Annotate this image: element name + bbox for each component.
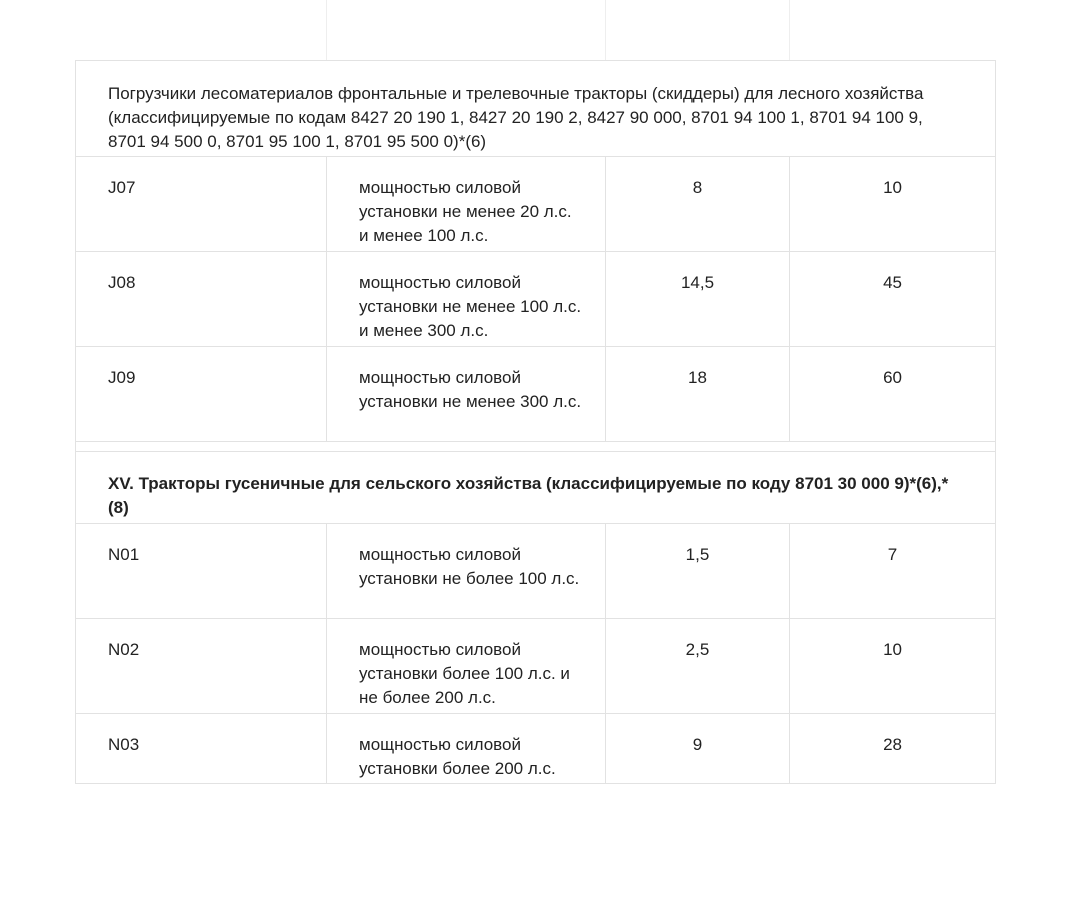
section-title: XV. Тракторы гусеничные для сельского хозяйства (классифицируемые по коду 8701 30 000 9)*(6),*(8) [76,452,996,524]
row-value-2: 28 [790,714,996,784]
row-value-1: 14,5 [606,252,790,347]
table-row [76,714,996,784]
row-value-2: 7 [790,524,996,619]
table-row [76,157,996,252]
table-row [76,252,996,347]
row-code: N01 [76,524,327,619]
rates-table [75,60,996,784]
row-description: мощностью силовой установки не более 100 л.с. [327,524,606,619]
table-row [76,524,996,619]
row-code: J08 [76,252,327,347]
section-title: Погрузчики лесоматериалов фронтальные и трелевочные тракторы (скиддеры) для лесного хозяйства (классифицируемые по кодам 8427 20 190 1, 8427 20 190 2, 8427 90 000, 8701 94 100 1, 8701 94 100 9, 8701 94 500 0, 8701 95 100 1, 8701 95 500 0)*(6) [76,61,996,157]
row-value-1: 1,5 [606,524,790,619]
section-header-row [76,452,996,524]
row-description: мощностью силовой установки более 100 л.с. и не более 200 л.с. [327,619,606,714]
row-description: мощностью силовой установки не менее 300 л.с. [327,347,606,442]
spacer-cell [76,442,996,452]
row-code: J07 [76,157,327,252]
document-body [75,60,995,784]
row-value-1: 9 [606,714,790,784]
row-value-2: 10 [790,157,996,252]
spacer-row [76,442,996,452]
section-header-row [76,61,996,157]
row-value-1: 2,5 [606,619,790,714]
row-value-2: 45 [790,252,996,347]
row-description: мощностью силовой установки более 200 л.с. [327,714,606,784]
table-row [76,347,996,442]
previous-rows-stub [75,0,995,60]
column-divider [605,0,606,60]
row-value-2: 60 [790,347,996,442]
row-value-2: 10 [790,619,996,714]
column-divider [326,0,327,60]
row-value-1: 18 [606,347,790,442]
row-value-1: 8 [606,157,790,252]
column-divider [789,0,790,60]
row-description: мощностью силовой установки не менее 20 л.с. и менее 100 л.с. [327,157,606,252]
row-code: J09 [76,347,327,442]
row-description: мощностью силовой установки не менее 100 л.с. и менее 300 л.с. [327,252,606,347]
row-code: N02 [76,619,327,714]
table-row [76,619,996,714]
row-code: N03 [76,714,327,784]
